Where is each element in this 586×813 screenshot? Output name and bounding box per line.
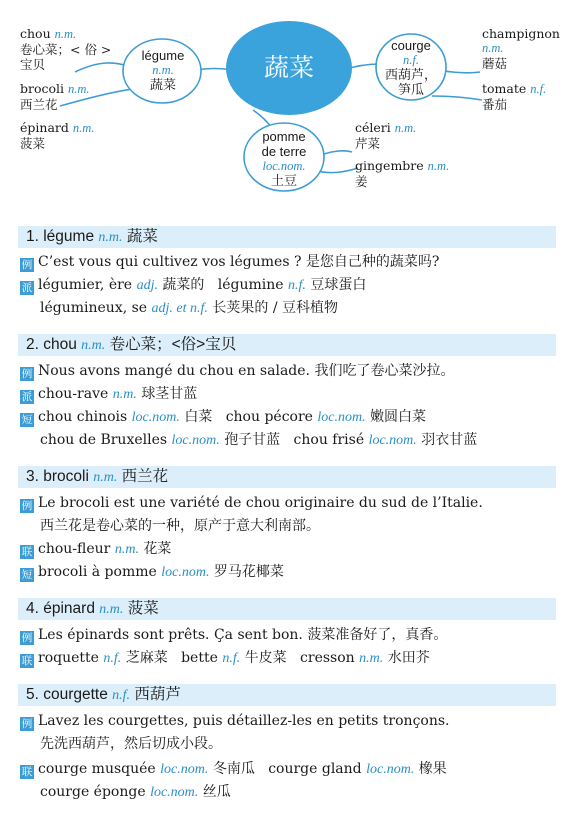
section-3-phrase — [20, 563, 284, 582]
section-4-example-text: Les épinards sont prêts. Ça sent bon. 菠菜准备好了，真香。 — [38, 627, 448, 643]
map-champignon-zh: 蘑菇 — [482, 56, 508, 71]
phrase-zh: 孢子甘蓝 — [224, 432, 281, 448]
phrase-pos: loc.nom. — [131, 410, 180, 425]
example-tag: 例 — [21, 368, 33, 380]
map-gingembre-word: gingembre — [355, 158, 424, 173]
pomme-zh: 土豆 — [270, 174, 297, 189]
related-word: chou-fleur — [38, 541, 111, 557]
example-tag: 例 — [21, 718, 33, 730]
section-4-header — [18, 598, 556, 620]
section-4-pos: n.m. — [99, 602, 124, 617]
section-4-zh: 菠菜 — [127, 600, 159, 617]
courge-zh-2: 笋瓜 — [397, 83, 424, 98]
derived-tag: 派 — [21, 282, 33, 294]
section-2-title: 2. chou — [26, 336, 77, 353]
related-zh: 牛皮菜 — [244, 650, 287, 666]
map-tomate-zh: 番茄 — [482, 97, 508, 112]
related-zh: 花菜 — [143, 541, 172, 557]
related-tag: 联 — [21, 766, 33, 778]
section-1-header — [18, 226, 556, 248]
pomme-word-1: pomme — [262, 129, 306, 144]
legume-word: légume — [141, 48, 185, 63]
legume-pos: n.m. — [152, 63, 174, 77]
related-pos: n.f. — [222, 651, 241, 666]
section-2-phrases-2 — [40, 431, 477, 450]
example-tag: 例 — [21, 632, 33, 644]
derived-word: chou-rave — [38, 386, 109, 402]
section-3-example-zh: 西兰花是卷心菜的一种，原产于意大利南部。 — [40, 518, 320, 534]
section-3-title: 3. brocoli — [26, 468, 89, 485]
section-3-related — [20, 540, 171, 559]
section-4-related — [20, 649, 430, 668]
phrase-word: chou pécore — [225, 409, 313, 425]
courge-bubble-text — [376, 38, 446, 98]
section-5-zh: 西葫芦 — [134, 686, 181, 703]
map-champignon-word: champignon — [482, 26, 560, 41]
map-chou — [20, 26, 111, 72]
map-celeri-pos: n.m. — [394, 121, 417, 135]
section-3-example-text: Le brocoli est une variété de chou originaire du sud de l’Italie. — [38, 495, 483, 511]
phrase-zh: 嫩圆白菜 — [370, 409, 427, 425]
related-zh: 冬南瓜 — [212, 761, 255, 777]
section-1-zh: 蔬菜 — [126, 228, 158, 245]
map-epinard — [20, 120, 94, 151]
related-word: cresson — [300, 650, 355, 666]
map-tomate-pos: n.f. — [530, 82, 547, 96]
phrase-tag: 短 — [21, 414, 33, 426]
related-word: courge musquée — [38, 761, 156, 777]
derived-word: légumine — [217, 277, 284, 293]
center-title: 蔬菜 — [263, 53, 314, 82]
section-1-derived-2 — [40, 299, 338, 318]
section-5-related — [20, 760, 447, 779]
section-5-title: 5. courgette — [26, 686, 108, 703]
section-2-phrases — [20, 408, 426, 427]
courge-zh-1: 西葫芦， — [384, 68, 437, 83]
section-2-zh: 卷心菜；<俗>宝贝 — [109, 336, 237, 353]
example-tag: 例 — [21, 259, 33, 271]
section-5-example-text: Lavez les courgettes, puis détaillez-les en petits tronçons. — [38, 713, 450, 729]
phrase-tag: 短 — [21, 569, 33, 581]
section-3-zh: 西兰花 — [121, 468, 169, 485]
related-zh: 橡果 — [418, 761, 447, 777]
related-word: courge éponge — [40, 784, 146, 800]
map-brocoli — [20, 81, 90, 112]
map-chou-pos: n.m. — [54, 27, 77, 41]
section-2-derived — [20, 385, 197, 404]
section-1-pos: n.m. — [98, 230, 123, 245]
related-word: roquette — [38, 650, 99, 666]
section-1-example-text: C’est vous qui cultivez vos légumes ? 是您自己种的蔬菜吗? — [38, 254, 440, 270]
phrase-zh: 白菜 — [184, 409, 213, 425]
map-epinard-word: épinard — [20, 120, 69, 135]
map-brocoli-zh: 西兰花 — [20, 97, 58, 112]
map-champignon-pos: n.m. — [482, 41, 504, 55]
related-word: courge gland — [268, 761, 362, 777]
derived-word: légumier, ère — [38, 277, 133, 293]
phrase-word: chou chinois — [38, 409, 128, 425]
section-1-title: 1. légume — [26, 228, 95, 245]
phrase-word: brocoli à pomme — [38, 564, 157, 580]
derived-pos: adj. et n.f. — [151, 301, 208, 316]
section-3-pos: n.m. — [93, 470, 118, 485]
related-zh: 丝瓜 — [202, 784, 231, 800]
map-gingembre-pos: n.m. — [427, 159, 450, 173]
pomme-word-2: de terre — [261, 144, 307, 159]
map-gingembre — [355, 158, 449, 189]
section-1-example — [20, 253, 439, 272]
phrase-pos: loc.nom. — [317, 410, 366, 425]
section-2-header — [18, 334, 556, 356]
derived-pos: n.m. — [112, 387, 137, 402]
section-4-title: 4. épinard — [26, 600, 95, 617]
map-celeri — [355, 120, 416, 151]
section-5-example-zh: 先洗西葫芦，然后切成小段。 — [40, 736, 222, 752]
related-zh: 水田芥 — [387, 650, 430, 666]
related-pos: loc.nom. — [150, 785, 199, 800]
map-champignon — [482, 26, 560, 71]
phrase-word: chou de Bruxelles — [40, 432, 168, 448]
related-zh: 芝麻菜 — [125, 650, 168, 666]
section-5-example — [20, 712, 450, 731]
map-chou-zh-2: 宝贝 — [20, 57, 46, 72]
section-2-example — [20, 362, 454, 381]
map-epinard-zh: 菠菜 — [20, 136, 46, 151]
derived-zh: 长荚果的 / 豆科植物 — [212, 300, 338, 316]
related-pos: n.f. — [103, 651, 122, 666]
map-chou-zh-1: 卷心菜；< 俗 > — [20, 42, 112, 57]
derived-pos: adj. — [136, 278, 158, 293]
map-gingembre-zh: 姜 — [355, 174, 368, 189]
section-5-related-2 — [40, 783, 231, 802]
phrase-pos: loc.nom. — [368, 433, 417, 448]
phrase-zh: 羽衣甘蓝 — [421, 432, 478, 448]
map-epinard-pos: n.m. — [72, 121, 95, 135]
derived-word: légumineux, se — [40, 300, 148, 316]
map-brocoli-word: brocoli — [20, 81, 65, 96]
example-tag: 例 — [21, 500, 33, 512]
pomme-pos: loc.nom. — [262, 159, 306, 173]
section-4-example — [20, 626, 447, 645]
related-word: bette — [181, 650, 218, 666]
map-tomate — [482, 81, 546, 112]
phrase-word: chou frisé — [293, 432, 365, 448]
related-tag: 联 — [21, 655, 33, 667]
legume-bubble-text — [124, 48, 202, 93]
map-chou-word: chou — [20, 26, 51, 41]
derived-zh: 蔬菜的 — [162, 277, 205, 293]
map-celeri-word: céleri — [355, 120, 391, 135]
section-5-pos: n.f. — [112, 688, 131, 703]
section-2-pos: n.m. — [81, 338, 106, 353]
related-pos: n.m. — [114, 542, 139, 557]
phrase-pos: loc.nom. — [161, 565, 210, 580]
related-pos: loc.nom. — [160, 762, 209, 777]
derived-pos: n.f. — [288, 278, 306, 293]
derived-zh: 豆球蛋白 — [310, 277, 367, 293]
map-tomate-word: tomate — [482, 81, 527, 96]
courge-word: courge — [391, 38, 431, 53]
section-5-header — [18, 684, 556, 706]
phrase-zh: 罗马花椰菜 — [213, 564, 284, 580]
section-2-example-text: Nous avons mangé du chou en salade. 我们吃了卷心菜沙拉。 — [38, 363, 455, 379]
derived-tag: 派 — [21, 391, 33, 403]
derived-zh: 球茎甘蓝 — [141, 386, 198, 402]
phrase-pos: loc.nom. — [171, 433, 220, 448]
related-pos: loc.nom. — [366, 762, 415, 777]
map-celeri-zh: 芹菜 — [355, 136, 381, 151]
related-tag: 联 — [21, 546, 33, 558]
courge-pos: n.f. — [403, 53, 419, 67]
legume-zh: 蔬菜 — [149, 78, 176, 93]
pomme-bubble-text — [244, 129, 324, 189]
section-1-derived — [20, 276, 366, 295]
map-brocoli-pos: n.m. — [68, 82, 90, 96]
section-3-header — [18, 466, 556, 488]
section-3-example — [20, 494, 483, 513]
related-pos: n.m. — [359, 651, 384, 666]
